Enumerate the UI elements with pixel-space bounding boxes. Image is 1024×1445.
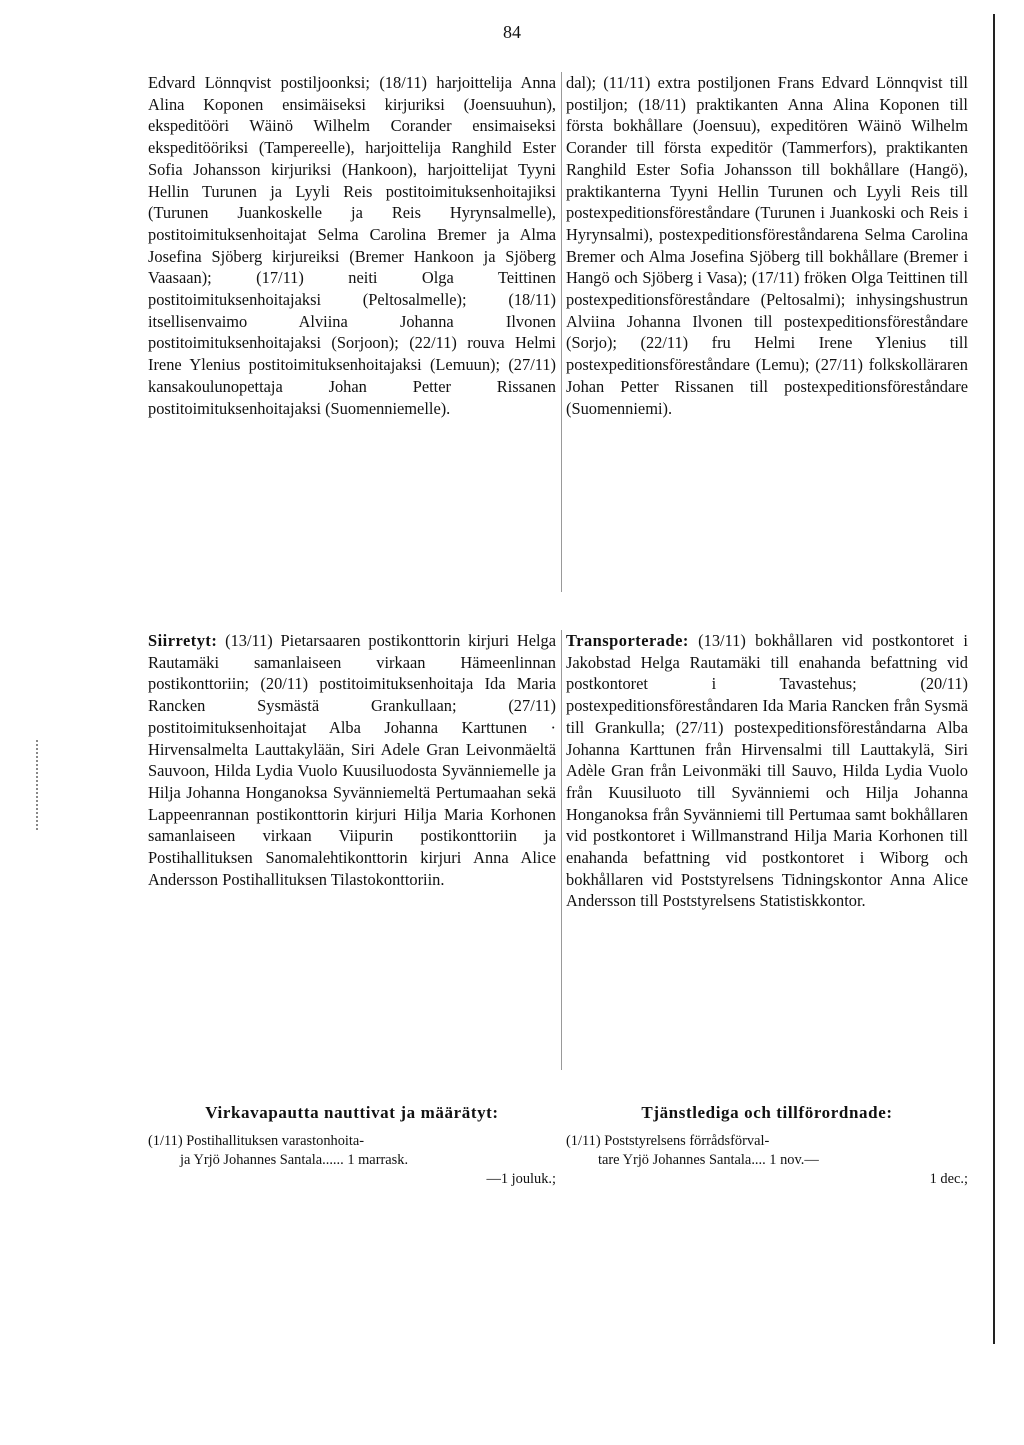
swedish-leave-heading: Tjänstlediga och tillförordnade: bbox=[641, 1103, 893, 1122]
finnish-transfers-text: (13/11) Pietarsaaren postikonttorin kirjuri Helga Rautamäki samanlaiseen virkaan Hämeenlinnan postikonttoriin; (20/11) postitoimituksenhoitaja Ida Maria Rancken Sysmästä Grankullaan; (27/11) postitoimituksenhoitajat Alba Johanna Karttunen · Hirvensalmelta Lauttakylään, Siri Adele Gran Leivonmäeltä Sauvoon, Hilda Lydia Vuolo Kuusiluodosta Syvänniemelle ja Hilja Johanna Honganoksa Syvänniemeltä Pertumaahan sekä Lappeenrannan postikonttorin kirjuri Hilja Maria Korhonen samanlaiseen virkaan Viipurin postikonttoriin ja Postihallituksen Sanomalehtikonttorin kirjuri Anna Alice Andersson Postihallituksen Tilastokonttoriin. bbox=[148, 631, 556, 889]
swedish-leave-entry bbox=[566, 1132, 968, 1189]
finnish-column-section1 bbox=[148, 72, 556, 419]
finnish-leave-heading: Virkavapautta nauttivat ja määrätyt: bbox=[205, 1103, 499, 1122]
finnish-column-section3 bbox=[148, 1102, 556, 1189]
swedish-transfers-text: (13/11) bokhållaren vid postkontoret i Jakobstad Helga Rautamäki till enahanda befattning vid postkontoret i Tavastehus; (20/11) postexpeditionsföreståndaren Ida Maria Rancken från Sysmä till Grankulla; (27/11) postexpeditionsföreståndarna Alba Johanna Karttunen från Hirvensalmi till Lauttakylä, Siri Adèle Gran från Leivonmäki till Sauvo, Hilda Lydia Vuolo från Kuusiluoto till Syvänniemi och Hilja Johanna Honganoksa från Syvänniemi till Pertumaa samt bokhållaren vid postkontoret i Willmanstrand Hilja Maria Korhonen till enahanda befattning vid postkontoret i Wiborg och bokhållaren vid Poststyrelsens Tidningskontor Anna Alice Andersson till Poststyrelsens Statistiskkontor. bbox=[566, 631, 968, 911]
swedish-transfers bbox=[566, 630, 968, 912]
swedish-transfers-heading: Transporterade: bbox=[566, 631, 689, 650]
finnish-transfers-heading: Siirretyt: bbox=[148, 631, 218, 650]
right-border-rule bbox=[993, 14, 995, 1344]
finnish-leave-line: ja Yrjö Johannes Santala...... 1 marrask. bbox=[180, 1151, 409, 1168]
swedish-paragraph: dal); (11/11) extra postiljonen Frans Edvard Lönnqvist till postiljon; (18/11) praktikanten Anna Alina Koponen till första bokhållare (Joensuu), expeditören Wäinö Wilhelm Corander till första expeditör (Tammerfors), praktikanten Ranghild Ester Sofia Johansson till bokhållare (Hangö), praktikanterna Tyyni Hellin Turunen och Lyyli Reis till postexpeditionsföreståndare (Turunen i Juankoski och Reis i Hyrynsalmi), postexpeditionsföreståndarena Selma Carolina Bremer och Alma Josefina Sjöberg till bokhållare (Bremer i Hangö och Sjöberg i Vasa); (17/11) fröken Olga Teittinen till postexpeditionsföreståndare (Peltosalmi); inhysingshustrun Alviina Johanna Ilvonen till postexpeditionsföreståndare (Sorjo); (22/11) fru Helmi Irene Ylenius till postexpeditionsföreståndare (Lemu); (27/11) folkskolläraren Johan Petter Rissanen till postexpeditionsföreståndare (Suomenniemi). bbox=[566, 73, 968, 418]
finnish-leave-line: —1 jouluk.; bbox=[486, 1170, 556, 1187]
finnish-paragraph: Edvard Lönnqvist postiljoonksi; (18/11) harjoittelija Anna Alina Koponen ensimäiseksi kirjuriksi (Joensuuhun), ekspeditööri Wäinö Wilhelm Corander ensimaiseksi ekspeditööriksi (Tampereelle), harjoittelija Ranghild Ester Sofia Johansson kirjuriksi (Hankoon), harjoittelijat Tyyni Hellin Turunen ja Lyyli Reis postitoimituksenhoitajiksi (Turunen Juankoskelle ja Reis Hyrynsalmelle), postitoimituksenhoitajat Selma Carolina Bremer ja Alma Josefina Sjöberg kirjureiksi (Bremer Hankoon ja Sjöberg Vaasaan); (17/11) neiti Olga Teittinen postitoimituksenhoitajaksi (Peltosalmelle); (18/11) itsellisenvaimo Alviina Johanna Ilvonen postitoimituksenhoitajaksi (Sorjoon); (22/11) rouva Helmi Irene Ylenius postitoimituksenhoitajaksi (Lemuun); (27/11) kansakoulunopettaja Johan Petter Rissanen postitoimituksenhoitajaksi (Suomenniemelle). bbox=[148, 73, 556, 418]
swedish-column-section3 bbox=[566, 1102, 968, 1189]
column-separator bbox=[561, 72, 562, 592]
swedish-leave-line: 1 dec.; bbox=[929, 1170, 968, 1187]
margin-dots bbox=[36, 740, 40, 830]
page-number: 84 bbox=[503, 22, 521, 42]
swedish-column-section1 bbox=[566, 72, 968, 419]
column-separator bbox=[561, 630, 562, 1070]
finnish-transfers bbox=[148, 630, 556, 890]
swedish-leave-line: tare Yrjö Johannes Santala.... 1 nov.— bbox=[598, 1151, 819, 1168]
finnish-leave-line: (1/11) Postihallituksen varastonhoita- bbox=[148, 1132, 365, 1149]
swedish-column-section2 bbox=[566, 630, 968, 912]
finnish-leave-entry bbox=[148, 1132, 556, 1189]
finnish-column-section2 bbox=[148, 630, 556, 890]
swedish-leave-line: (1/11) Poststyrelsens förrådsförval- bbox=[566, 1132, 770, 1149]
